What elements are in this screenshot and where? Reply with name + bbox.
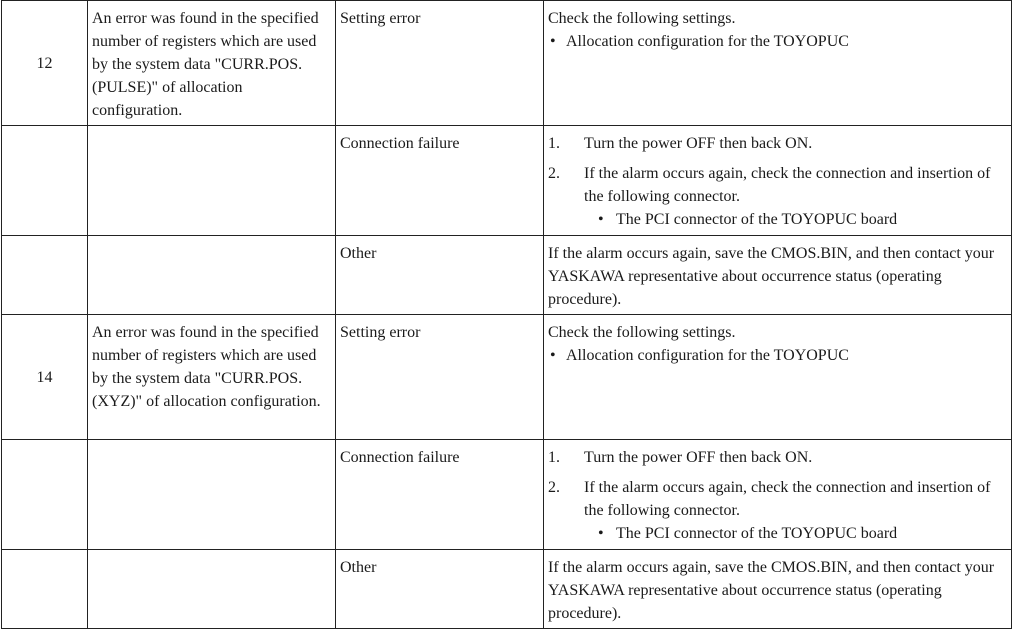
description-cell xyxy=(88,315,336,440)
table-row-14-other xyxy=(2,550,1012,629)
bullet-icon: • xyxy=(598,525,604,542)
description-text: An error was found in the specified number of registers which are used by the system data "CURR.POS. (PULSE)" of allocation configuration. xyxy=(92,10,319,119)
empty-cell xyxy=(88,440,336,550)
remedy-cell xyxy=(544,440,1012,550)
empty-cell xyxy=(2,236,88,315)
table-row-14-setting-error xyxy=(2,315,1012,440)
remedy-cell xyxy=(544,126,1012,236)
empty-cell xyxy=(88,236,336,315)
bullet-icon: • xyxy=(598,211,604,228)
alarm-table xyxy=(1,0,1012,629)
remedy-cell xyxy=(544,315,1012,440)
remedy-bullet-item xyxy=(548,344,1007,367)
step-number: 1. xyxy=(548,449,560,466)
bullet-icon: • xyxy=(550,347,556,364)
remedy-lead: Check the following settings. xyxy=(548,324,736,341)
remedy-cell: If the alarm occurs again, save the CMOS.BIN, and then contact your YASKAWA representative about occurrence status (operating procedure). xyxy=(544,236,1012,315)
description-cell xyxy=(88,1,336,126)
cause-cell: Connection failure xyxy=(336,440,544,550)
step-text: Turn the power OFF then back ON. xyxy=(584,135,813,152)
step-number: 2. xyxy=(548,165,560,182)
remedy-bullet-item xyxy=(548,30,1007,53)
cause-cell: Other xyxy=(336,236,544,315)
description-text: An error was found in the specified number of registers which are used by the system data "CURR.POS. (XYZ)" of allocation configuration. xyxy=(92,324,321,410)
remedy-lead: Check the following settings. xyxy=(548,10,736,27)
empty-cell xyxy=(2,440,88,550)
step-text: Turn the power OFF then back ON. xyxy=(584,449,813,466)
step-text: If the alarm occurs again, check the connection and insertion of the following connector. xyxy=(584,165,991,205)
cause-cell: Other xyxy=(336,550,544,629)
empty-cell xyxy=(88,550,336,629)
sub-code-cell: 14 xyxy=(2,315,88,440)
empty-cell xyxy=(88,126,336,236)
step-number: 2. xyxy=(548,479,560,496)
remedy-step xyxy=(548,446,1007,469)
step-number: 1. xyxy=(548,135,560,152)
remedy-step xyxy=(548,162,1007,231)
table-row-12-other xyxy=(2,236,1012,315)
cause-cell: Setting error xyxy=(336,1,544,126)
remedy-bullet-text: Allocation configuration for the TOYOPUC xyxy=(566,33,849,50)
table-row-14-connection-failure xyxy=(2,440,1012,550)
sub-code-cell: 12 xyxy=(2,1,88,126)
cause-cell: Setting error xyxy=(336,315,544,440)
empty-cell xyxy=(2,126,88,236)
remedy-cell: If the alarm occurs again, save the CMOS.BIN, and then contact your YASKAWA representative about occurrence status (operating procedure). xyxy=(544,550,1012,629)
table-row-12-setting-error xyxy=(2,1,1012,126)
table-row-12-connection-failure xyxy=(2,126,1012,236)
remedy-step xyxy=(548,476,1007,545)
remedy-cell xyxy=(544,1,1012,126)
step-text: If the alarm occurs again, check the connection and insertion of the following connector. xyxy=(584,479,991,519)
cause-cell: Connection failure xyxy=(336,126,544,236)
sub-bullet-text: The PCI connector of the TOYOPUC board xyxy=(616,211,898,228)
empty-cell xyxy=(2,550,88,629)
remedy-step xyxy=(548,132,1007,155)
bullet-icon: • xyxy=(550,33,556,50)
remedy-sub-bullet xyxy=(584,522,1007,545)
sub-bullet-text: The PCI connector of the TOYOPUC board xyxy=(616,525,898,542)
remedy-bullet-text: Allocation configuration for the TOYOPUC xyxy=(566,347,849,364)
remedy-sub-bullet xyxy=(584,208,1007,231)
